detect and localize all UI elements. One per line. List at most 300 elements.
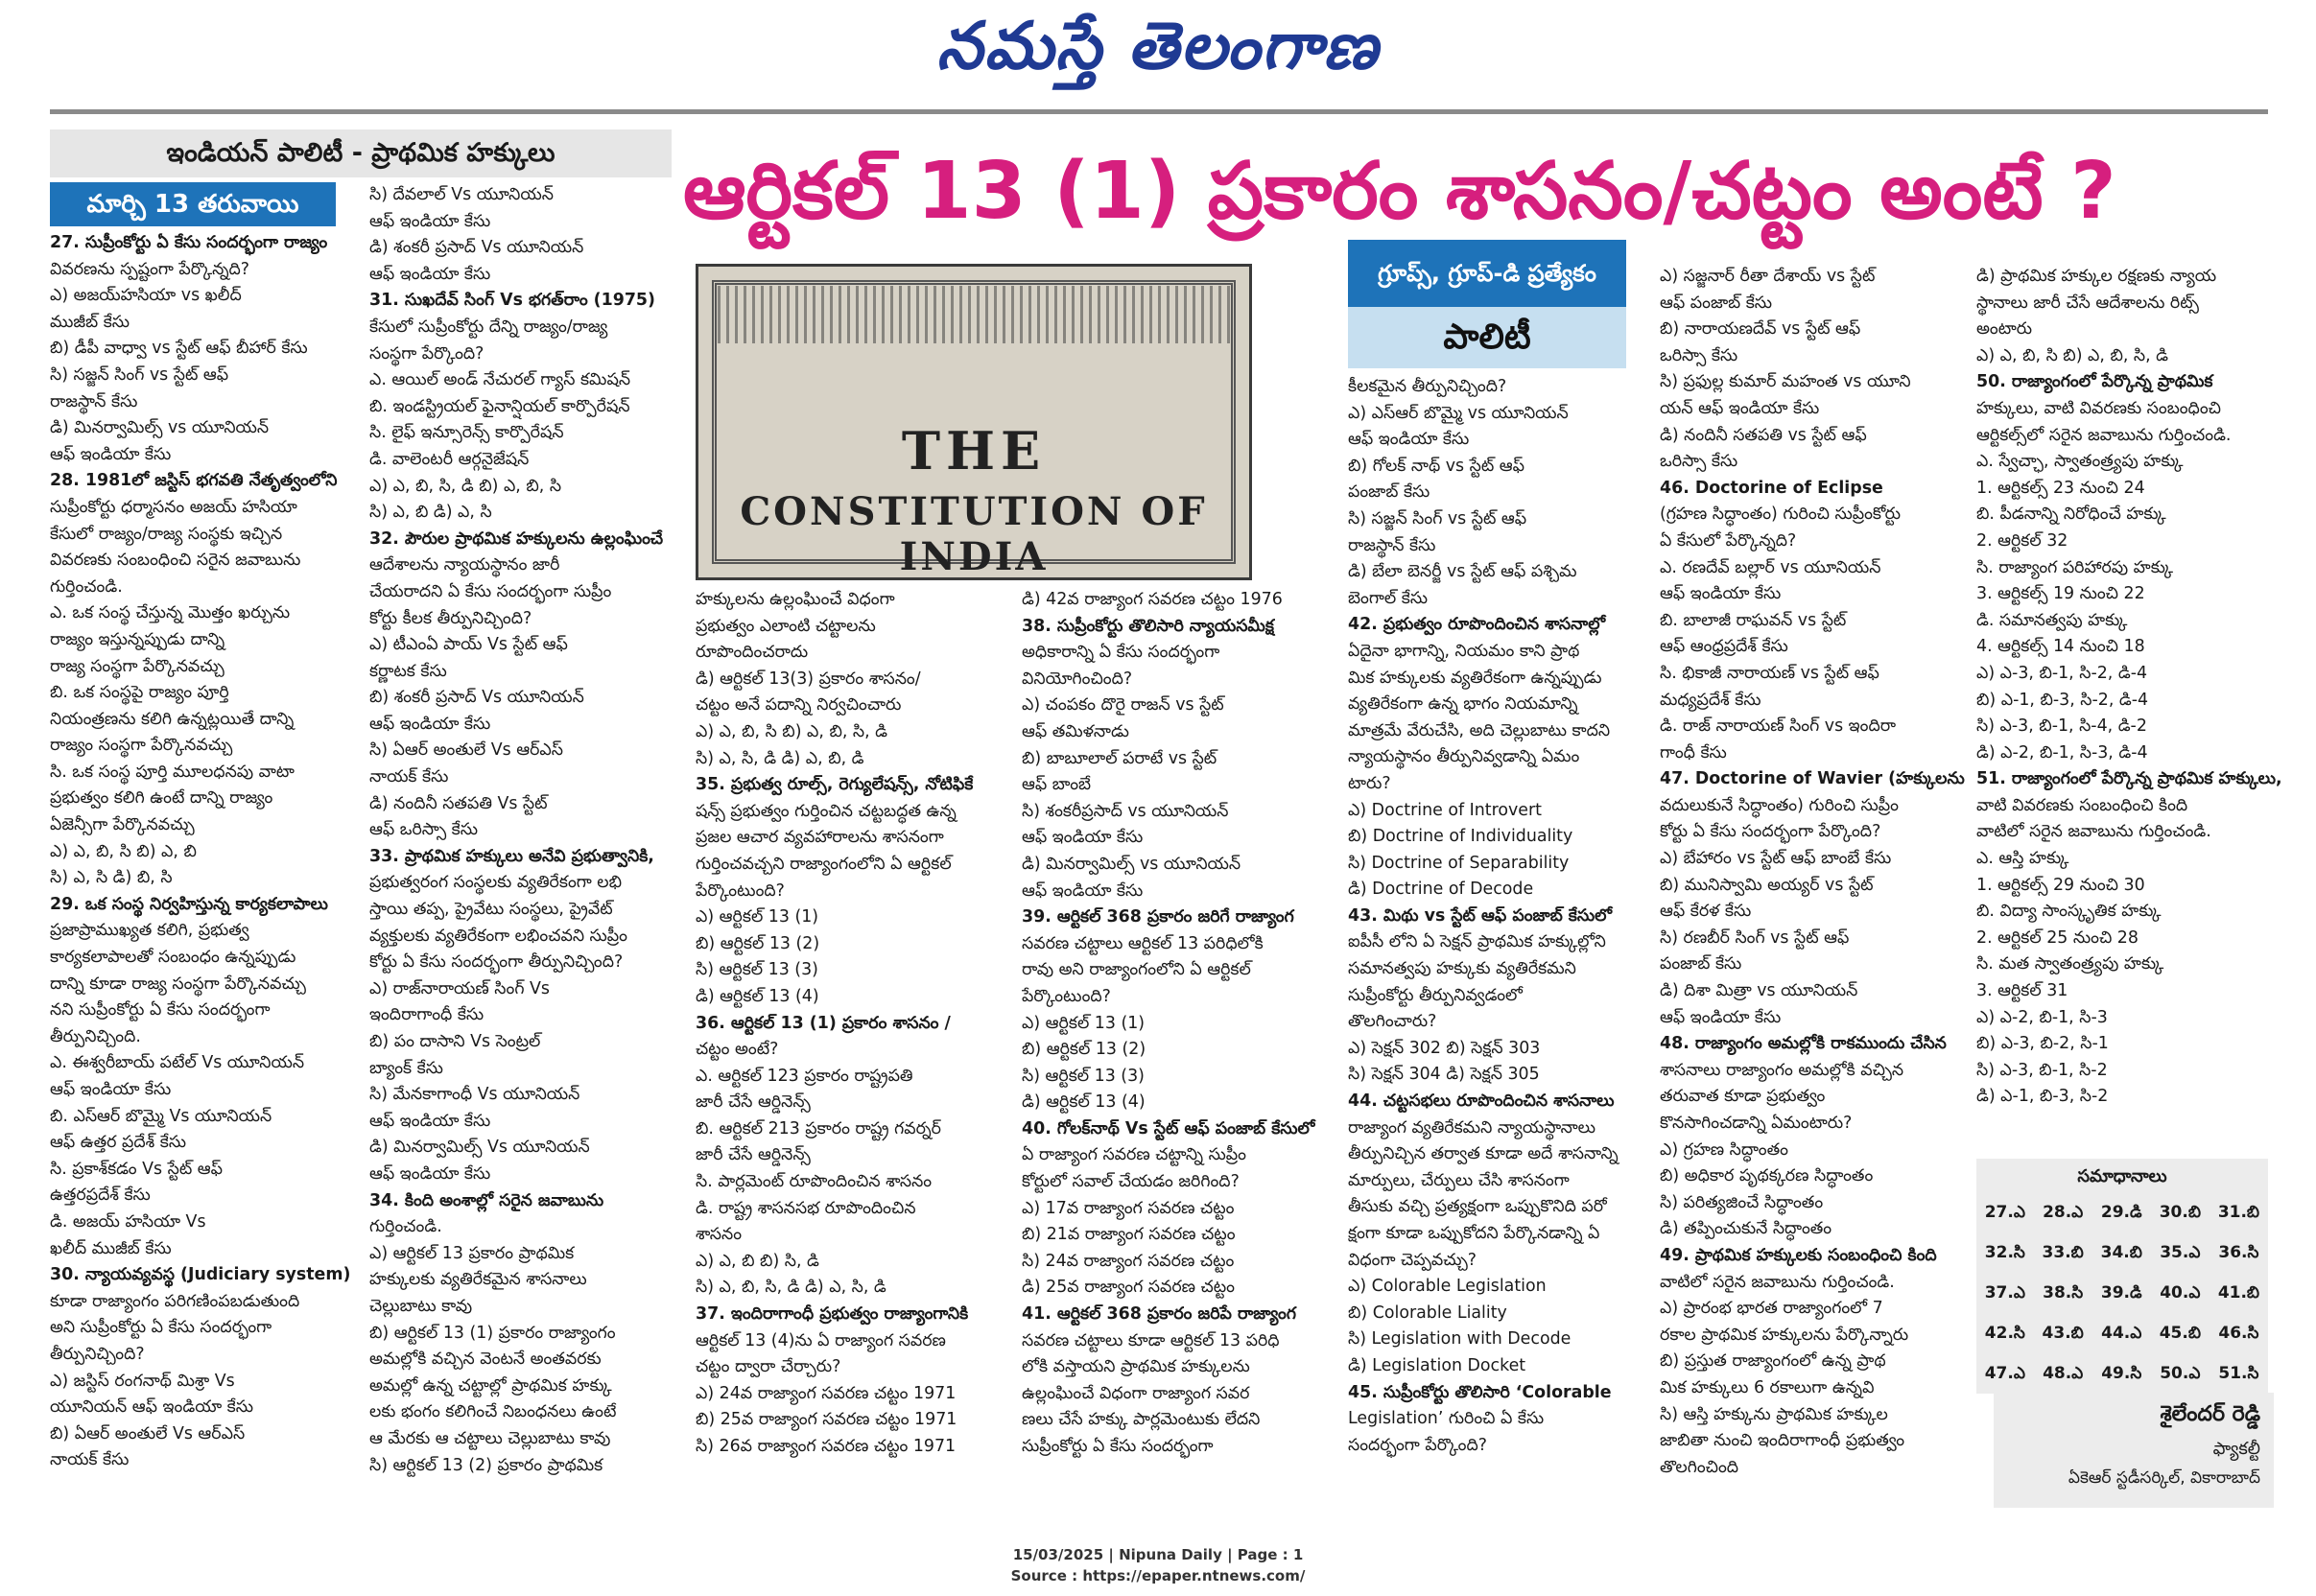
column-line: ఆఫ్ ఇండియా కేసు [1660, 1007, 1782, 1027]
column-line: హక్కులు, వాటి వివరణకు సంబంధించి [1976, 398, 2221, 418]
column-line: డి) నందినీ సతపతి vs స్టేట్ ఆఫ్ [1660, 425, 1867, 445]
column-line: డి. రాష్ట్ర శాసనసభ రూపొందించిన [696, 1198, 916, 1218]
section-title: ఇండియన్ పాలిటీ - ప్రాథమిక హక్కులు [50, 129, 672, 177]
column-line: బి) ఎ-1, బి-3, సి-2, డి-4 [1976, 690, 2149, 710]
column-line: కొనసాగించడాన్ని ఏమంటారు? [1660, 1114, 1853, 1133]
column-line: డి) తప్పించుకునే సిద్ధాంతం [1660, 1219, 1832, 1239]
column-line: శాసనాలు రాజ్యాంగం అమల్లోకి వచ్చిన [1660, 1060, 1904, 1080]
column-line: సి) ఏఆర్ అంతులే Vs ఆర్ఎస్ [369, 740, 563, 761]
column-line: డి) Doctrine of Decode [1348, 880, 1534, 900]
column-line: వినియోగించింది? [1022, 669, 1133, 689]
footer-source-line: Source : https://epaper.ntnews.com/ [1010, 1567, 1306, 1584]
column-line: బి) Doctrine of Individuality [1348, 827, 1573, 847]
column-line: ఆఫ్ తమిళనాడు [1022, 721, 1129, 741]
column-line: డి) ఆర్టికల్ 13 (4) [696, 986, 819, 1006]
column-line: కేసులో రాజ్యం/రాజ్య సంస్థకు ఇచ్చిన [50, 524, 283, 544]
column-line: పేర్కొంటుంది? [1022, 986, 1111, 1006]
column-line: బి) ఆర్టికల్ 13 (2) [696, 933, 820, 953]
column-line: డి) మినర్వామిల్స్ vs యూనియన్ [50, 418, 270, 438]
column-line: డి) మినర్వామిల్స్ Vs యూనియన్ [369, 1138, 590, 1158]
column-line: సి) 24వ రాజ్యాంగ సవరణ చట్టం [1022, 1251, 1235, 1271]
column-line: బెంగాల్ కేసు [1348, 588, 1429, 608]
column-line: బి. ఆర్టికల్ 213 ప్రకారం రాష్ట్ర గవర్నర్ [696, 1118, 941, 1138]
column-line: సి. లైఫ్ ఇన్సూరెన్స్ కార్పొరేషన్ [369, 423, 564, 443]
answer-cell: 44.ఎ [2101, 1324, 2142, 1343]
column-line: సి) ఎ, సి డి) బి, సి [50, 868, 173, 888]
column-line: గుర్తించండి. [50, 576, 123, 597]
column-line: ఎ) సజ్జనార్ రీతా దేశాయ్ vs స్టేట్ [1660, 267, 1876, 286]
answer-row [1976, 1194, 2268, 1234]
column-line: సి. ప్రకాశ్‌కడం Vs స్టేట్ ఆఫ్ [50, 1159, 224, 1179]
column-line: 3. ఆర్టికల్స్ 19 నుంచి 22 [1976, 584, 2145, 604]
column-line: సి) మేనకాగాంధీ Vs యూనియన్ [369, 1085, 580, 1105]
text-column-6 [1660, 264, 1967, 1511]
column-line: సి) ఆర్టికల్ 13 (2) ప్రకారం ప్రాథమిక [369, 1455, 603, 1475]
answer-cell: 47.ఎ [1984, 1364, 2025, 1383]
column-line: బి. ఇండస్ట్రియల్ ఫైనాన్షియల్ కార్పొరేషన్ [369, 396, 630, 416]
column-line: బి) అధికార పృథక్కరణ సిద్ధాంతం [1660, 1166, 1874, 1186]
column-line: వ్యతిరేకంగా ఉన్న భాగం నియమాన్ని [1348, 694, 1578, 715]
column-line: 31. సుఖదేవ్ సింగ్ Vs భగత్‌రాం (1975) [369, 291, 655, 311]
column-line: సి. పార్లమెంట్ రూపొందించిన శాసనం [696, 1172, 933, 1192]
column-line: బి) గోలక్ నాథ్ vs స్టేట్ ఆఫ్ [1348, 456, 1525, 476]
column-line: ఆఫ్ ఇండియా కేసు [369, 1163, 491, 1184]
constitution-image-subtitle: CONSTITUTION OF INDIA [740, 489, 1208, 579]
answer-cell: 49.సి [2101, 1364, 2142, 1383]
column-line: వాటిలో సరైన జవాబును గుర్తించండి. [1660, 1272, 1895, 1292]
column-line: ఎ) ఎ-2, బి-1, సి-3 [1976, 1007, 2108, 1027]
column-line: ఎ) చంపకం దొరై రాజన్ vs స్టేట్ [1022, 695, 1224, 716]
column-line: కోర్టు ఏ కేసు సందర్భంగా పేర్కొంది? [1660, 822, 1881, 842]
column-line: ఎ) ఎ, బి బి) సి, డి [696, 1251, 819, 1271]
column-line: 43. మిథు vs స్టేట్ ఆఫ్ పంజాబ్ కేసులో [1348, 905, 1613, 926]
column-line: మధ్యప్రదేశ్ కేసు [1660, 690, 1761, 710]
column-line: బి) శంకరీ ప్రసాద్ Vs యూనియన్ [369, 688, 584, 708]
column-line: బి) డీపీ వాధ్వా vs స్టేట్ ఆఫ్ బీహార్ కేసు [50, 339, 308, 359]
column-line: ఆఫ్ ఇండియా కేసు [1022, 880, 1144, 901]
column-line: బి. ఒక సంస్థపై రాజ్యం పూర్తి [50, 683, 229, 703]
column-line: కేసులో సుప్రీంకోర్టు దేన్ని రాజ్యం/రాజ్య [369, 317, 608, 337]
newspaper-logo: నమస్తే తెలంగాణ [936, 8, 1380, 84]
column-line: గుర్తించండి. [369, 1217, 442, 1237]
column-line: మిక హక్కులకు వ్యతిరేకంగా ఉన్నప్పుడు [1348, 668, 1602, 688]
column-line: 44. చట్టసభలు రూపొందించిన శాసనాలు [1348, 1091, 1615, 1112]
answer-cell: 36.సి [2218, 1243, 2259, 1262]
column-line: ఆఫ్ ఇండియా కేసు [369, 714, 491, 734]
column-line: 30. న్యాయవ్యవస్థ (Judiciary system) [50, 1265, 351, 1285]
column-line: ఆఫ్ ఇండియా కేసు [1660, 584, 1782, 604]
constitution-image-title: THE [901, 420, 1047, 481]
column-line: 49. ప్రాథమిక హక్కులకు సంబంధించి కింది [1660, 1245, 1937, 1265]
column-line: శాసనం [696, 1225, 743, 1245]
column-line: రాజ్యం ఇస్తున్నప్పుడు దాన్ని [50, 629, 225, 649]
column-line: ఎ. ఆస్తి హక్కు [1976, 849, 2069, 869]
answer-cell: 46.సి [2218, 1324, 2259, 1343]
column-line: సి) 26వ రాజ్యాంగ సవరణ చట్టం 1971 [696, 1437, 957, 1456]
column-line: టారు? [1348, 773, 1391, 793]
column-line: 51. రాజ్యాంగంలో పేర్కొన్న ప్రాథమిక హక్కులు, [1976, 769, 2282, 789]
column-line: బి) ఏఆర్ అంతులే Vs ఆర్ఎస్ [50, 1423, 246, 1443]
column-line: హక్కులను ఉల్లంఘించే విధంగా [696, 590, 895, 609]
column-line: డి) నందినీ సతపతి Vs స్టేట్ [369, 793, 548, 813]
column-line: పంజాబ్ కేసు [1660, 954, 1742, 974]
headline: ఆర్టికల్ 13 (1) ప్రకారం శాసనం/చట్టం అంటే ? [683, 146, 2116, 237]
column-line: డి) Legislation Docket [1348, 1355, 1526, 1375]
column-line: డి) ఎ-1, బి-3, సి-2 [1976, 1087, 2109, 1107]
column-line: బి) ఎ-3, బి-2, సి-1 [1976, 1034, 2109, 1054]
column-line: ఆదేశాలను న్యాయస్థానం జారీ [369, 555, 560, 575]
column-line: రాజ్యం సంస్థగా పేర్కొనవచ్చు [50, 736, 233, 756]
column-line: ముజీబ్ కేసు [50, 312, 130, 332]
answer-cell: 40.ఎ [2160, 1283, 2201, 1303]
column-line: డి. రాజ్ నారాయణ్ సింగ్ vs ఇందిరా [1660, 716, 1897, 737]
column-line: బి) ఆర్టికల్ 13 (2) [1022, 1040, 1146, 1060]
column-line: ఆఫ్ ఇండియా కేసు [369, 1111, 491, 1131]
column-line: డి. వాలెంటరీ ఆర్గనైజేషన్ [369, 449, 530, 469]
column-line: బి) నారాయణదేవ్ vs స్టేట్ ఆఫ్ [1660, 319, 1861, 340]
answer-key [1976, 1159, 2268, 1394]
column-line: 2. ఆర్టికల్ 25 నుంచి 28 [1976, 927, 2139, 948]
column-line: కీలకమైన తీర్పునిచ్చింది? [1348, 377, 1507, 396]
column-line: ఎ. స్వేచ్ఛా, స్వాతంత్ర్యపు హక్కు [1976, 452, 2184, 472]
column-line: ఎ) అజయ్‌హసియా vs ఖలీద్ [50, 286, 242, 306]
column-line: ప్రజల ఆచార వ్యవహారాలను శాసనంగా [696, 828, 944, 848]
answer-cell: 29.డి [2100, 1203, 2142, 1222]
column-line: డి) ఎ-2, బి-1, సి-3, డి-4 [1976, 742, 2148, 763]
column-line: సుప్రీంకోర్టు తీర్పునివ్వడంలో [1348, 985, 1523, 1005]
column-line: ఆఫ్ ఇండియా కేసు [1022, 828, 1144, 848]
column-line: బి. ఎస్ఆర్ బొమ్మై Vs యూనియన్ [50, 1106, 272, 1126]
column-line: రావు అని రాజ్యాంగంలోని ఏ ఆర్టికల్ [1022, 960, 1251, 980]
column-line: ఖలీద్ ముజీబ్ కేసు [50, 1238, 172, 1258]
column-line: చట్టం అంటే? [696, 1040, 779, 1060]
column-line: ఎ) 24వ రాజ్యాంగ సవరణ చట్టం 1971 [696, 1383, 957, 1403]
column-line: ఏజెన్సీగా పేర్కొనవచ్చు [50, 815, 195, 835]
column-line: న్యాయస్థానం తీర్పునివ్వడాన్ని ఏమం [1348, 747, 1580, 767]
column-line: సి) ఎ-3, బి-1, సి-2 [1976, 1060, 2108, 1080]
column-line: ఎ) ఎ, బి, సి బి) ఎ, బి [50, 841, 197, 861]
column-line: సవరణ చట్టాలు ఆర్టికల్ 13 పరిధిలోకి [1022, 933, 1264, 953]
column-line: సి) సజ్జన్ సింగ్ vs స్టేట్ ఆఫ్ [50, 364, 229, 385]
column-line: ఎ) ఎ, బి, సి బి) ఎ, బి, సి, డి [696, 721, 888, 741]
answer-cell: 45.బి [2159, 1324, 2201, 1343]
author-role: ఫ్యాకల్టీ [2212, 1439, 2260, 1459]
column-line: బి) మునిస్వామి అయ్యర్ vs స్టేట్ [1660, 875, 1874, 895]
column-line: గాంధీ కేసు [1660, 742, 1727, 763]
column-line: ఎ) ఎస్ఆర్ బొమ్మై vs యూనియన్ [1348, 403, 1569, 423]
column-line: (గ్రహణ సిద్ధాంతం) గురించి సుప్రీంకోర్టు [1660, 505, 1901, 525]
column-line: 42. ప్రభుత్వం రూపొందించిన శాసనాల్లో [1348, 615, 1606, 635]
column-line: ఎ) ప్రారంభ భారత రాజ్యాంగంలో 7 [1660, 1299, 1883, 1319]
answer-cell: 30.బి [2159, 1203, 2201, 1222]
column-line: జారీ చేసే ఆర్డినెన్స్ [696, 1092, 811, 1113]
subject-tag: పాలిటీ [1348, 307, 1626, 368]
column-line: డి) 42వ రాజ్యాంగ సవరణ చట్టం 1976 [1022, 590, 1283, 609]
column-line: కార్యకలాపాలతో సంబంధం ఉన్నప్పుడు [50, 948, 296, 968]
column-line: రూపొందించరాదు [696, 643, 809, 663]
column-line: 37. ఇందిరాగాంధీ ప్రభుత్వం రాజ్యాంగానికి [696, 1304, 969, 1325]
column-line: ఉల్లంఘించే విధంగా రాజ్యాంగ సవర [1022, 1383, 1250, 1403]
column-line: కర్ణాటక కేసు [369, 661, 447, 681]
column-line: 40. గోలక్‌నాథ్ Vs స్టేట్ ఆఫ్ పంజాబ్ కేసులో [1022, 1118, 1315, 1138]
column-line: ఎ. రణదేవ్ బల్లార్ vs యూనియన్ [1660, 557, 1881, 577]
column-line: విధంగా చెప్పవచ్చు? [1348, 1250, 1477, 1270]
column-line: సి) సజ్జన్ సింగ్ vs స్టేట్ ఆఫ్ [1348, 508, 1527, 528]
column-line: కూడా రాజ్యాంగం పరిగణింపబడుతుంది [50, 1291, 300, 1311]
answer-row [1976, 1234, 2268, 1275]
column-line: యూనియన్ ఆఫ్ ఇండియా కేసు [50, 1397, 253, 1418]
column-line: లోకి వస్తాయని ప్రాథమిక హక్కులను [1022, 1357, 1250, 1377]
column-line: ఎ) ఆర్టికల్ 13 ప్రకారం ప్రాథమిక [369, 1243, 575, 1263]
column-line: సంస్థగా పేర్కొంది? [369, 343, 484, 364]
column-line: రాజస్థాన్ కేసు [1348, 535, 1436, 555]
column-line: వివరణను స్పష్టంగా పేర్కొన్నది? [50, 259, 250, 279]
column-line: 48. రాజ్యాంగం అమల్లోకి రాకముందు చేసిన [1660, 1034, 1947, 1054]
column-line: షన్స్ ప్రభుత్వం గుర్తించిన చట్టబద్ధత ఉన్న [696, 801, 957, 821]
column-line: ఎ) ఆర్టికల్ 13 (1) [1022, 1013, 1146, 1033]
answer-cell: 50.ఎ [2160, 1364, 2201, 1383]
column-line: డి) దిశా మిత్రా vs యూనియన్ [1660, 981, 1858, 1001]
column-line: సి) ఆర్టికల్ 13 (3) [1022, 1066, 1145, 1086]
text-column-4 [1022, 587, 1338, 1508]
column-line: ఆర్టికల్ 13 (4)ను ఏ రాజ్యాంగ సవరణ [696, 1330, 946, 1350]
answer-row [1976, 1355, 2268, 1396]
column-line: ఆఫ్ ఇండియా కేసు [1348, 430, 1470, 450]
answer-cell: 43.బి [2042, 1324, 2084, 1343]
column-line: వాటిలో సరైన జవాబును గుర్తించండి. [1976, 822, 2211, 842]
answer-row [1976, 1275, 2268, 1315]
column-line: ఎ) ఎ, బి, సి బి) ఎ, బి, సి, డి [1976, 345, 2169, 365]
column-line: సి) ఎ-3, బి-1, సి-4, డి-2 [1976, 716, 2147, 737]
column-line: సి. రాజ్యాంగ పరిహారపు హక్కు [1976, 557, 2173, 577]
column-line: ఐపీసీ లోని ఏ సెక్షన్ ప్రాథమిక హక్కుల్లోని [1348, 932, 1606, 952]
column-line: యన్ ఆఫ్ ఇండియా కేసు [1660, 398, 1820, 418]
answer-cell: 28.ఎ [2043, 1203, 2084, 1222]
column-line: ఆ మేరకు ఆ చట్టాలు చెల్లుబాటు కావు [369, 1428, 611, 1448]
answer-cell: 37.ఎ [1984, 1283, 2025, 1303]
column-line: డి. అజయ్ హసియా Vs [50, 1211, 206, 1232]
column-line: హక్కులకు వ్యతిరేకమైన శాసనాలు [369, 1270, 587, 1290]
column-line: ఇందిరాగాంధీ కేసు [369, 1005, 484, 1025]
column-line: మార్పులు, చేర్పులు చేసి శాసనంగా [1348, 1170, 1570, 1190]
text-column-7 [1976, 264, 2283, 1156]
column-line: బి. పీడనాన్ని నిరోధించే హక్కు [1976, 505, 2166, 525]
column-line: 1. ఆర్టికల్స్ 23 నుంచి 24 [1976, 478, 2145, 498]
column-line: కోర్టు కీలక తీర్పునిచ్చింది? [369, 608, 532, 628]
answer-cell: 34.బి [2100, 1243, 2142, 1262]
column-line: ఎ) 17వ రాజ్యాంగ సవరణ చట్టం [1022, 1198, 1235, 1218]
answer-cell: 35.ఎ [2160, 1243, 2201, 1262]
column-line: ఎ) గ్రహణ సిద్ధాంతం [1660, 1139, 1788, 1160]
column-line: మిక హక్కులు 6 రకాలుగా ఉన్నవి [1660, 1377, 1875, 1397]
column-line: సి) సెక్షన్ 304 డి) సెక్షన్ 305 [1348, 1065, 1540, 1085]
column-line: ప్రభుత్వం కలిగి ఉంటే దాన్ని రాజ్యం [50, 788, 273, 809]
column-line: ఎ. ఆర్టికల్ 123 ప్రకారం రాష్ట్రపతి [696, 1066, 913, 1086]
column-line: తొలగించారు? [1348, 1012, 1437, 1032]
footer-date-line: 15/03/2025 | Nipuna Daily | Page : 1 [1012, 1546, 1304, 1563]
column-line: ఎ) Colorable Legislation [1348, 1277, 1547, 1297]
column-line: సి) ఆర్టికల్ 13 (3) [696, 960, 818, 980]
column-line: డి) ఆర్టికల్ 13 (4) [1022, 1092, 1146, 1113]
column-line: బి) ఆర్టికల్ 13 (1) ప్రకారం రాజ్యాంగం [369, 1323, 616, 1343]
column-line: గుర్తించవచ్చని రాజ్యాంగంలోని ఏ ఆర్టికల్ [696, 854, 952, 874]
column-line: 50. రాజ్యాంగంలో పేర్కొన్న ప్రాథమిక [1976, 372, 2213, 392]
column-line: ఎ) ఆర్టికల్ 13 (1) [696, 907, 819, 927]
column-line: సి) Doctrine of Separability [1348, 853, 1570, 873]
column-line: క్షంగా కూడా ఒప్పుకోదని పేర్కొనడాన్ని ఏ [1348, 1224, 1600, 1243]
answer-key-title: సమాధానాలు [2077, 1166, 2167, 1186]
masthead [0, 0, 2316, 107]
column-line: 2. ఆర్టికల్ 32 [1976, 530, 2068, 551]
column-line: Legislation’ గురించి ఏ కేసు [1348, 1409, 1545, 1429]
column-line: అమల్లో ఉన్న చట్టాల్లో ప్రాథమిక హక్కు [369, 1375, 612, 1396]
column-line: బి) బాబూలాల్ పరాటే vs స్టేట్ [1022, 748, 1217, 768]
column-line: సవరణ చట్టాలు కూడా ఆర్టికల్ 13 పరిధి [1022, 1330, 1280, 1350]
column-line: ణలు చేసే హక్కు పార్లమెంటుకు లేదని [1022, 1410, 1261, 1430]
constitution-image [696, 264, 1252, 580]
answer-cell: 31.బి [2217, 1203, 2260, 1222]
column-line: ఏదైనా భాగాన్ని, నియమం కాని ప్రాథ [1348, 641, 1580, 661]
text-column-3 [696, 587, 1012, 1508]
column-line: తరువాత కూడా ప్రభుత్వం [1660, 1087, 1826, 1107]
column-line: తీసుకు వచ్చి ప్రత్యక్షంగా ఒప్పుకొనిది పరో [1348, 1197, 1607, 1217]
column-line: ఆఫ్ ఆంధ్రప్రదేశ్ కేసు [1660, 637, 1788, 657]
column-line: సుప్రీంకోర్టు ధర్మాసనం అజయ్ హసియా [50, 497, 297, 517]
column-line: ప్రభుత్వం ఎలాంటి చట్టాలను [696, 616, 876, 636]
column-line: ఎ. ఒక సంస్థ చేస్తున్న మొత్తం ఖర్చును [50, 603, 291, 623]
column-line: సి) ఎ, బి డి) ఎ, సి [369, 503, 492, 523]
column-line: ఒరిస్సా కేసు [1660, 452, 1738, 472]
answer-cell: 41.బి [2217, 1283, 2260, 1303]
column-line: సి. మత స్వాతంత్ర్యపు హక్కు [1976, 954, 2164, 974]
column-line: ఎ) టీఎంఏ పాయ్ Vs స్టేట్ ఆఫ్ [369, 635, 568, 655]
column-line: డి) బేలా బెనర్జీ vs స్టేట్ ఆఫ్ పశ్చిమ [1348, 562, 1577, 582]
answer-cell: 32.సి [1984, 1243, 2025, 1262]
answer-cell: 42.సి [1984, 1324, 2025, 1343]
answer-cell: 39.డి [2100, 1283, 2142, 1303]
column-line: నియంత్రణను కలిగి ఉన్నట్లయితే దాన్ని [50, 709, 295, 729]
column-line: డి) ఆర్టికల్ 13(3) ప్రకారం శాసనం/ [696, 669, 921, 689]
column-line: ప్రభుత్వరంగ సంస్థలకు వ్యతిరేకంగా లభి [369, 873, 623, 893]
column-line: చట్టం అనే పదాన్ని నిర్వచించారు [696, 695, 902, 716]
column-line: బి) 21వ రాజ్యాంగ సవరణ చట్టం [1022, 1225, 1236, 1245]
column-line: 33. ప్రాథమిక హక్కులు అనేవి ప్రభుత్వానికి, [369, 846, 654, 866]
column-line: సి) Legislation with Decode [1348, 1329, 1572, 1350]
column-line: 32. పౌరుల ప్రాథమిక హక్కులను ఉల్లంఘించే [369, 528, 664, 549]
column-line: 38. సుప్రీంకోర్టు తొలిసారి న్యాయసమీక్ష [1022, 616, 1274, 636]
column-line: ఆఫ్ ఒరిస్సా కేసు [369, 820, 478, 840]
author-box [1994, 1393, 2274, 1508]
column-line: ఎ) బేహారం vs స్టేట్ ఆఫ్ బాంబే కేసు [1660, 849, 1892, 869]
answer-row [1976, 1315, 2268, 1355]
column-line: 47. Doctorine of Wavier (హక్కులను [1660, 769, 1965, 789]
column-line: తొలగించింది [1660, 1457, 1739, 1477]
column-line: ఎ) రాజ్‌నారాయణ్ సింగ్ Vs [369, 978, 550, 998]
column-line: చేయరాదని ఏ కేసు సందర్భంగా సుప్రీం [369, 581, 612, 601]
column-line: ఆఫ్ పంజాబ్ కేసు [1660, 293, 1773, 313]
column-line: స్థానాలు జారీ చేసే ఆదేశాలను రిట్స్ [1976, 293, 2199, 313]
masthead-divider [50, 109, 2268, 114]
column-line: 1. ఆర్టికల్స్ 29 నుంచి 30 [1976, 875, 2145, 895]
column-line: నాయక్ కేసు [50, 1450, 130, 1470]
column-line: బి) Colorable Liality [1348, 1303, 1507, 1323]
answer-cell: 48.ఎ [2043, 1364, 2084, 1383]
column-line: తీర్పునిచ్చింది? [50, 1344, 145, 1364]
column-line: అంటారు [1976, 319, 2033, 340]
text-column-5 [1348, 374, 1650, 1508]
answer-cell: 51.సి [2218, 1364, 2259, 1383]
column-line: సి) దేవలాల్ Vs యూనియన్ [369, 185, 554, 204]
column-line: సి) శంకరీప్రసాద్ vs యూనియన్ [1022, 801, 1229, 821]
column-line: ఎ) జస్టిస్ రంగనాథ్ మిశ్రా Vs [50, 1371, 235, 1391]
column-line: దాన్ని కూడా రాజ్య సంస్థగా పేర్కొనవచ్చు [50, 974, 306, 994]
column-line: డి) ప్రాథమిక హక్కుల రక్షణకు న్యాయ [1976, 267, 2217, 286]
column-line: కోర్టులో సవాల్ చేయడం జరిగింది? [1022, 1172, 1240, 1192]
column-line: బి) పం దాసాని Vs సెంట్రల్ [369, 1032, 541, 1051]
column-line: ఆఫ్ కేరళ కేసు [1660, 902, 1752, 922]
column-line: సి. ఒక సంస్థ పూర్తి మూలధనపు వాటా [50, 762, 295, 782]
column-line: తీర్పునిచ్చింది. [50, 1026, 141, 1046]
column-line: లకు భంగం కలిగించే నిబంధనలు ఉంటే [369, 1402, 617, 1422]
column-line: ఎ. ఈశ్వరీబాయ్ పటేల్ Vs యూనియన్ [50, 1053, 305, 1073]
column-line: రకాల ప్రాథమిక హక్కులను పేర్కొన్నారు [1660, 1325, 1909, 1345]
column-line: 41. ఆర్టికల్ 368 ప్రకారం జరిపే రాజ్యాంగ [1022, 1304, 1296, 1325]
column-line: ఆఫ్ బాంబే [1022, 775, 1092, 795]
column-line: ఒరిస్సా కేసు [1660, 345, 1738, 365]
column-line: బ్యాంక్ కేసు [369, 1058, 443, 1078]
column-line: సి) ఆస్తి హక్కును ప్రాథమిక హక్కుల [1660, 1404, 1888, 1424]
column-line: ఉత్తరప్రదేశ్ కేసు [50, 1185, 151, 1206]
column-line: స్తాయి తప్ప, ప్రైవేటు సంస్థలు, ప్రైవేట్ [369, 900, 613, 920]
column-line: డి) 25వ రాజ్యాంగ సవరణ చట్టం [1022, 1278, 1235, 1298]
text-column-2 [369, 182, 676, 1506]
column-line: వ్యక్తులకు వ్యతిరేకంగా లభించవని సుప్రీం [369, 926, 627, 946]
column-line: వాటి వివరణకు సంబంధించి కింది [1976, 795, 2188, 815]
column-line: మాత్రమే వేరుచేసి, అది చెల్లుబాటు కాదని [1348, 720, 1611, 740]
author-affiliation: ఏకెఆర్ స్టడీసర్కిల్, వికారాబాద్ [2068, 1468, 2260, 1488]
column-line: ఆఫ్ ఇండియా కేసు [50, 444, 172, 464]
column-line: చట్టం ద్వారా చేర్చారు? [696, 1357, 841, 1377]
column-line: ఎ) ఎ-3, బి-1, సి-2, డి-4 [1976, 663, 2148, 683]
column-line: ఆఫ్ ఇండియా కేసు [369, 264, 491, 284]
column-line: రాజ్యాంగ వ్యతిరేకమని న్యాయస్థానాలు [1348, 1117, 1596, 1138]
column-line: 46. Doctorine of Eclipse [1660, 478, 1883, 498]
author-name: శైలేందర్ రెడ్డి [2160, 1402, 2260, 1426]
column-line: 29. ఒక సంస్థ నిర్వహిస్తున్న కార్యకలాపాలు [50, 894, 328, 914]
column-line: పంజాబ్ కేసు [1348, 482, 1430, 503]
column-line: 34. కింది అంశాల్లో సరైన జవాబును [369, 1190, 604, 1210]
column-line: బి. బాలాజీ రాఘవన్ vs స్టేట్ [1660, 610, 1847, 630]
column-line: ఎ) ఎ, బి, సి, డి బి) ఎ, బి, సి [369, 476, 562, 496]
column-line: ఏ రాజ్యాంగ సవరణ చట్టాన్ని సుప్రీం [1022, 1145, 1246, 1165]
column-line: వదులుకునే సిద్ధాంతం) గురించి సుప్రీం [1660, 795, 1899, 815]
section-subhead: మార్చి 13 తరువాయి [50, 182, 336, 226]
column-line: సి) ఎ, బి, సి, డి డి) ఎ, సి, డి [696, 1278, 886, 1298]
column-line: నని సుప్రీంకోర్టు ఏ కేసు సందర్భంగా [50, 1000, 271, 1021]
column-line: ఆఫ్ ఇండియా కేసు [50, 1080, 172, 1099]
column-line: డి) శంకరీ ప్రసాద్ Vs యూనియన్ [369, 238, 584, 258]
column-line: బి) 25వ రాజ్యాంగ సవరణ చట్టం 1971 [696, 1410, 957, 1430]
column-line: ప్రజాప్రాముఖ్యత కలిగి, ప్రభుత్వ [50, 921, 249, 941]
column-line: 3. ఆర్టికల్ 31 [1976, 981, 2068, 1001]
answer-cell: 33.బి [2042, 1243, 2084, 1262]
column-line: ఏ కేసులో పేర్కొన్నది? [1660, 530, 1797, 551]
text-column-1 [50, 230, 357, 1496]
column-line: సుప్రీంకోర్టు ఏ కేసు సందర్భంగా [1022, 1437, 1214, 1456]
column-line: జారీ చేసే ఆర్డినెన్స్ [696, 1145, 811, 1165]
column-line: అని సుప్రీంకోర్టు ఏ కేసు సందర్భంగా [50, 1318, 272, 1338]
column-line: సి) రణబీర్ సింగ్ vs స్టేట్ ఆఫ్ [1660, 927, 1850, 948]
